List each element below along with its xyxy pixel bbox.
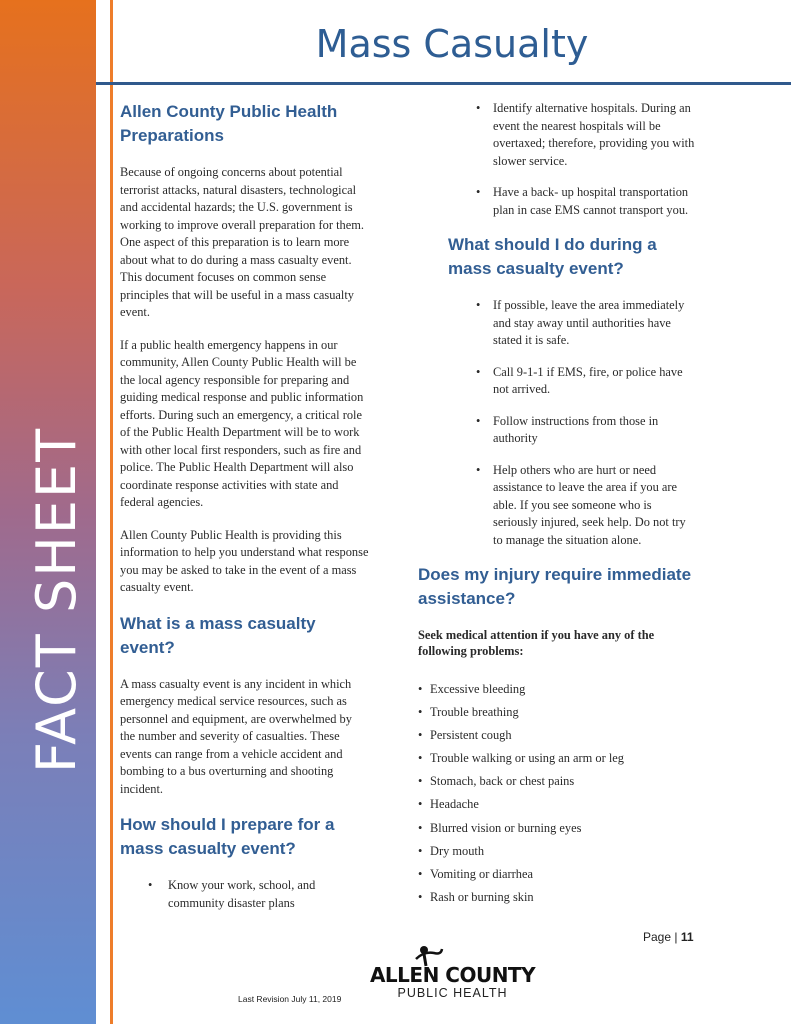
left-column <box>120 100 370 926</box>
what-is-paragraph: A mass casualty event is any incident in which emergency medical service resources, such as personnel and equipment, are overwhelmed by the number and severity of casualties. These events can range from a vehicle accident and bombing to a bus overturning and shooting incident. <box>120 676 352 796</box>
fact-sheet-label: FACT SHEET <box>25 426 88 773</box>
list-item <box>418 773 698 791</box>
bullet-icon: • <box>476 101 481 115</box>
injury-heading: Does my injury require immediate assistance? <box>418 565 692 608</box>
page-number-value: 11 <box>680 930 694 944</box>
right-column <box>418 100 698 912</box>
list-item <box>418 889 698 907</box>
list-item-text: Identify alternative hospitals. During an event the nearest hospitals will be overtaxed; therefore, providing you with slower service. <box>493 101 695 168</box>
bullet-icon: • <box>418 866 423 881</box>
list-item-text: Call 9-1-1 if EMS, fire, or police have not arrived. <box>493 364 683 396</box>
list-item-text: Know your work, school, and community disaster plans <box>168 878 316 910</box>
title-divider <box>96 82 791 85</box>
list-item <box>418 843 698 861</box>
page-title: Mass Casualty <box>315 22 589 66</box>
list-item <box>120 877 370 912</box>
list-item <box>418 704 698 722</box>
during-event-heading: What should I do during a mass casualty event? <box>448 235 657 278</box>
list-item-text: Excessive bleeding <box>430 682 526 696</box>
page-separator: | <box>674 930 678 944</box>
list-item-text: Trouble walking or using an arm or leg <box>430 751 624 766</box>
list-item-text: Persistent cough <box>430 728 512 743</box>
list-item-text: Vomiting or diarrhea <box>430 866 534 881</box>
list-item <box>418 727 698 745</box>
injury-lead: Seek medical attention if you have any of the following problems: <box>418 628 655 658</box>
bullet-icon: • <box>418 682 423 696</box>
bullet-icon: • <box>476 185 481 199</box>
list-item-text: Follow instructions from those in authority <box>493 413 659 445</box>
bullet-icon: • <box>418 820 423 835</box>
bullet-icon: • <box>476 364 481 379</box>
bullet-icon: • <box>418 774 423 789</box>
side-divider <box>110 0 113 1024</box>
bullet-icon: • <box>148 878 153 892</box>
list-item <box>418 462 698 550</box>
preparations-paragraph-2: If a public health emergency happens in our community, Allen County Public Health will be the local agency responsible for preparing and guiding medical response and public information efforts. During such an emergency, a critical role of the Public Health Department will be to work with other local first responders, such as fire and police. The Public Health Department will also coordinate response activities with state and federal agencies. <box>120 337 364 509</box>
bullet-icon: • <box>418 843 423 858</box>
list-item-text: Dry mouth <box>430 843 485 858</box>
symptom-list <box>418 681 698 906</box>
allen-county-logo <box>350 945 555 1005</box>
prepare-continued-list <box>418 100 698 219</box>
list-item <box>418 750 698 768</box>
logo-name: ALLEN COUNTY <box>369 963 536 987</box>
bullet-icon: • <box>476 462 481 477</box>
list-item-text: Help others who are hurt or need assistance to leave the area if you are able. If you see someone who is seriously injured, seek help. Do not try to manage the situation alone. <box>493 462 686 547</box>
preparations-paragraph-1: Because of ongoing concerns about potential terrorist attacks, natural disasters, technological and accidental hazards; the U.S. government is working to improve overall preparation for them. One aspect of this preparation is to learn more about what to do during a mass casualty event. This document focuses on common sense principles that will be useful in a mass casualty event. <box>120 165 364 319</box>
bullet-icon: • <box>418 751 423 766</box>
bullet-icon: • <box>476 298 481 312</box>
logo-subtitle: PUBLIC HEALTH <box>397 986 508 1000</box>
list-item-text: Trouble breathing <box>430 705 519 720</box>
page-label: Page <box>643 930 672 944</box>
list-item <box>418 413 698 448</box>
list-item-text: Stomach, back or chest pains <box>430 774 575 789</box>
list-item <box>418 681 698 699</box>
bullet-icon: • <box>418 705 423 720</box>
how-prepare-heading: How should I prepare for a mass casualty event? <box>120 815 335 858</box>
bullet-icon: • <box>418 728 423 743</box>
list-item <box>418 866 698 884</box>
list-item <box>418 297 698 350</box>
list-item-text: If possible, leave the area immediately and stay away until authorities have stated it is safe. <box>493 298 685 347</box>
list-item <box>418 100 698 170</box>
bullet-icon: • <box>476 413 481 428</box>
during-event-list <box>418 297 698 549</box>
list-item-text: Rash or burning skin <box>430 889 534 904</box>
bullet-icon: • <box>418 797 423 812</box>
list-item-text: Have a back- up hospital transportation plan in case EMS cannot transport you. <box>493 185 689 217</box>
how-prepare-list <box>120 877 370 912</box>
page-number <box>643 930 694 944</box>
list-item-text: Headache <box>430 797 479 812</box>
list-item <box>418 184 698 219</box>
what-is-heading: What is a mass casualty event? <box>120 613 316 657</box>
preparations-paragraph-3: Allen County Public Health is providing this information to help you understand what response you may be asked to take in the event of a mass casualty event. <box>120 527 369 594</box>
list-item <box>418 364 698 399</box>
list-item <box>418 820 698 838</box>
bullet-icon: • <box>418 889 423 904</box>
list-item-text: Blurred vision or burning eyes <box>430 820 582 835</box>
list-item <box>418 796 698 814</box>
preparations-heading: Allen County Public Health Preparations <box>120 102 338 145</box>
revision-date: Last Revision July 11, 2019 <box>238 994 342 1004</box>
